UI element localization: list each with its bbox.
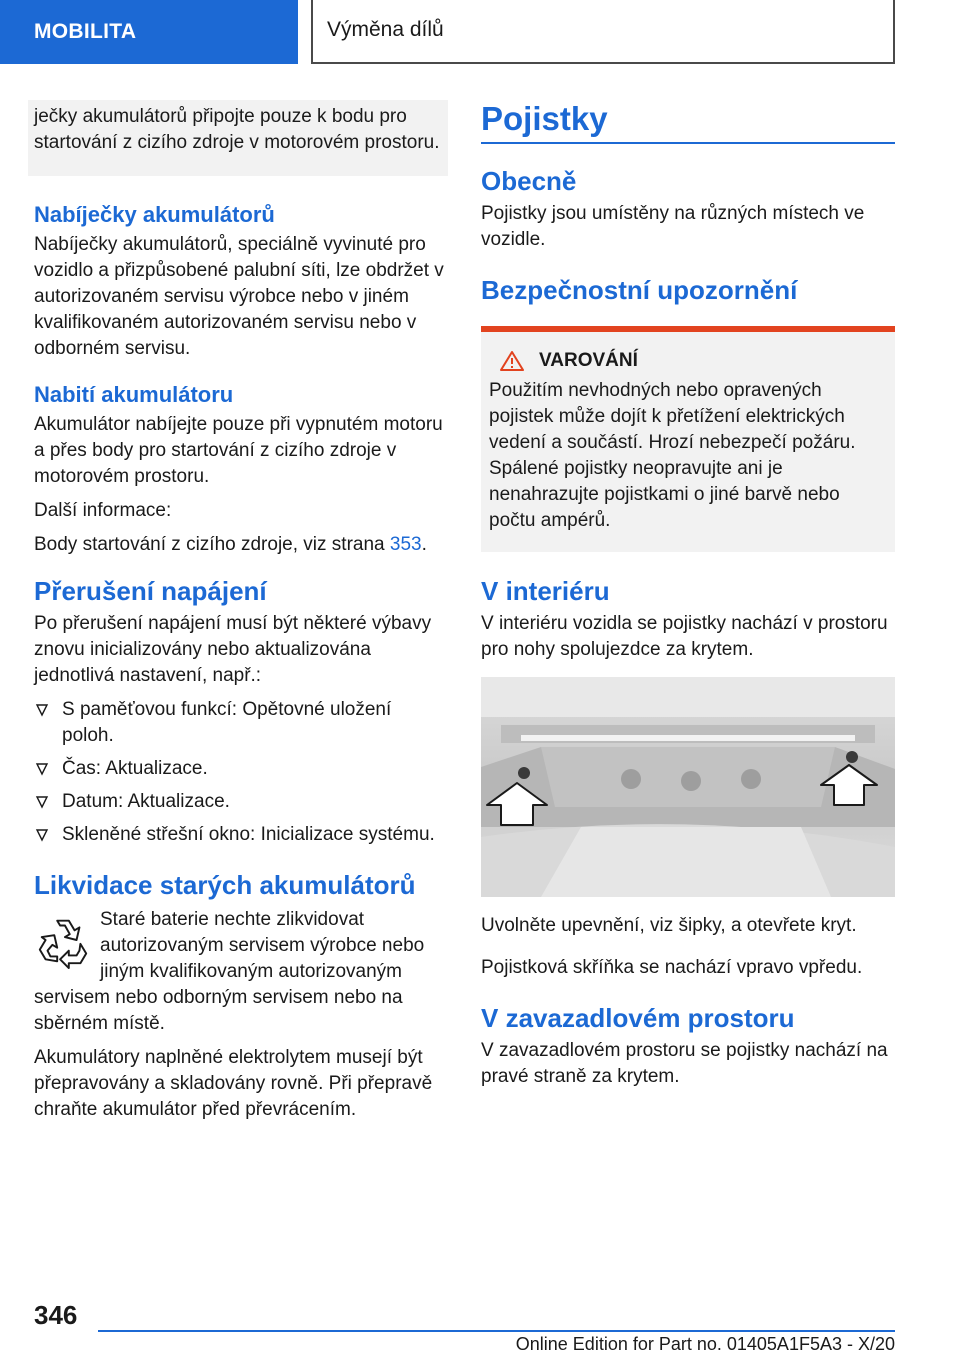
- note-text: ječky akumulátorů připojte pouze k bodu pro startování z cizího zdroje v motorovém prostoru.: [34, 106, 440, 153]
- footer-edition: Online Edition for Part no. 01405A1F5A3 - X/20: [515, 1334, 895, 1354]
- list-item-text: S paměťovou funkcí: Opětovné uložení poloh.: [62, 699, 392, 746]
- triangle-bullet-icon: [34, 789, 50, 815]
- interior-heading: V interiéru: [481, 576, 610, 606]
- list-item: [34, 756, 448, 782]
- general-text: Pojistky jsou umístěny na různých místech ve vozidle.: [481, 203, 865, 250]
- left-column: [34, 100, 448, 1131]
- page-number: 346: [34, 1300, 78, 1330]
- trunk-text: V zavazadlovém prostoru se pojistky nachází na pravé straně za krytem.: [481, 1040, 888, 1087]
- interrupt-list: [34, 697, 448, 848]
- right-column: [481, 100, 895, 1098]
- note-box: [28, 100, 448, 176]
- interrupt-heading: Přerušení napájení: [34, 576, 267, 606]
- disposal-text: Staré baterie nechte zlikvidovat autorizovaným servisem výrobce nebo jiným kvalifikovaným autorizovaným servisem nebo odborným servisem nebo na sběrném místě.: [34, 909, 425, 1034]
- fuses-heading: Pojistky: [481, 100, 895, 144]
- recycle-icon: [34, 911, 92, 969]
- jump-start-page-link[interactable]: 353: [389, 534, 422, 555]
- triangle-bullet-icon: [34, 697, 50, 723]
- footwell-cover-photo: [481, 677, 895, 897]
- warning-label: VAROVÁNÍ: [539, 350, 638, 371]
- triangle-bullet-icon: [34, 756, 50, 782]
- chargers-heading: Nabíječky akumulátorů: [34, 202, 275, 227]
- warning-triangle-icon: [499, 350, 525, 372]
- interior-text: V interiéru vozidla se pojistky nachází v prostoru pro nohy spolujezdce za krytem.: [481, 613, 888, 660]
- jump-start-reference: [34, 532, 448, 558]
- interrupt-text: Po přerušení napájení musí být některé výbavy znovu inicializovány nebo aktualizována jednotlivá nastavení, např.:: [34, 613, 432, 686]
- disposal-text-2: Akumulátory naplněné elektrolytem musejí být přepravovány a skladovány rovně. Při přepravě chraňte akumulátor před převrácením.: [34, 1047, 433, 1120]
- list-item: [34, 697, 448, 749]
- chargers-text: Nabíječky akumulátorů, speciálně vyvinuté pro vozidlo a přizpůsobené palubní síti, lze obdržet v autorizovaném servisu výrobce nebo v jiném kvalifikovaném autorizovaném servisu nebo v odborném servisu.: [34, 234, 444, 359]
- safety-heading: Bezpečnostní upozornění: [481, 275, 798, 305]
- jump-start-ref-end: .: [421, 534, 427, 555]
- list-item-text: Skleněné střešní okno: Inicializace systému.: [62, 824, 435, 845]
- warning-box: [481, 326, 895, 552]
- list-item: [34, 822, 448, 848]
- list-item-text: Datum: Aktualizace.: [62, 791, 230, 812]
- section-tab: MOBILITA: [0, 0, 298, 64]
- list-item: [34, 789, 448, 815]
- jump-start-ref-text: Body startování z cizího zdroje, viz strana: [34, 534, 390, 555]
- photo-caption: Uvolněte upevnění, viz šipky, a otevřete kryt.: [481, 915, 857, 936]
- disposal-block: [34, 907, 448, 1045]
- more-info-label: Další informace:: [34, 500, 172, 521]
- general-heading: Obecně: [481, 166, 577, 196]
- charging-text: Akumulátor nabíjejte pouze při vypnutém motoru a přes body pro startování z cizího zdroje v motorovém prostoru.: [34, 414, 443, 487]
- warning-text: Použitím nevhodných nebo opravených pojistek může dojít k přetížení elektrických vedení a součástí. Hrozí nebezpečí požáru. Spálené pojistky neopravujte ani je nenahrazujte pojistkami o jiné barvě nebo počtu ampérů.: [489, 380, 856, 531]
- footer-divider: [98, 1330, 895, 1332]
- list-item-text: Čas: Aktualizace.: [62, 758, 208, 779]
- triangle-bullet-icon: [34, 822, 50, 848]
- fusebox-location: Pojistková skříňka se nachází vpravo vpředu.: [481, 957, 863, 978]
- chapter-title: Výměna dílů: [311, 0, 895, 64]
- disposal-heading: Likvidace starých akumulátorů: [34, 870, 416, 900]
- warning-title: [489, 350, 887, 372]
- charging-heading: Nabití akumulátoru: [34, 382, 234, 407]
- trunk-heading: V zavazadlovém prostoru: [481, 1003, 795, 1033]
